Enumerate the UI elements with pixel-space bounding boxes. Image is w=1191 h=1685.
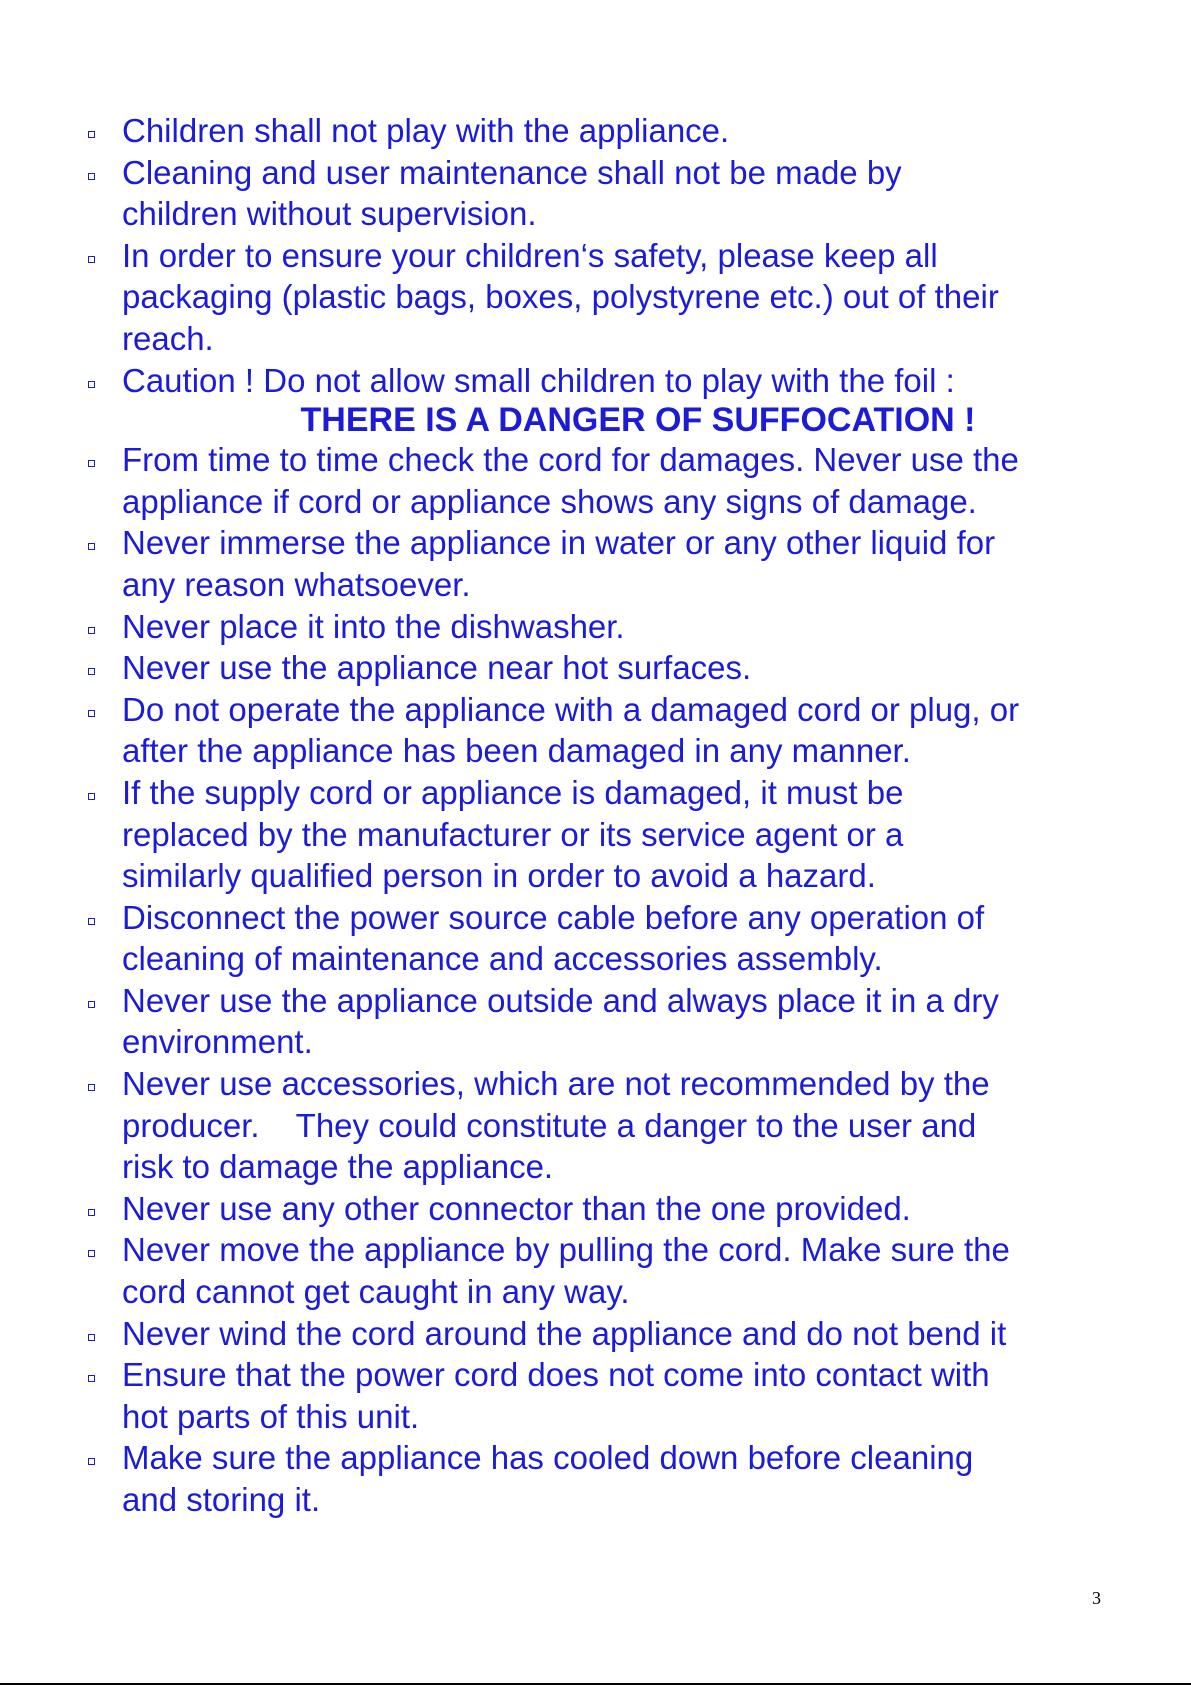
list-item-line: environment. [122,1023,313,1061]
page-number: 3 [1092,1588,1101,1608]
hollow-square-bullet-icon [88,1334,95,1341]
hollow-square-bullet-icon [88,627,95,634]
hollow-square-bullet-icon [88,710,95,717]
hollow-square-bullet-icon [88,460,95,467]
hollow-square-bullet-icon [88,173,95,180]
list-item-line: reach. [122,319,214,357]
list-item-line: Never use the appliance outside and always place it in a dry [122,981,999,1019]
list-item [88,110,1118,152]
list-item-line: risk to damage the appliance. [122,1148,554,1186]
list-item [88,606,1118,648]
hollow-square-bullet-icon [88,1250,95,1257]
list-item-line: similarly qualified person in order to avoid a hazard. [122,857,876,895]
list-item-line: and storing it. [122,1481,321,1518]
hollow-square-bullet-icon [88,543,95,550]
list-item-line: Do not operate the appliance with a damaged cord or plug, or [122,690,1020,728]
list-item-line: Disconnect the power source cable before any operation of [122,898,985,936]
list-item [88,1188,1118,1230]
list-item-line: Never immerse the appliance in water or any other liquid for [122,524,996,562]
list-item-line: Make sure the appliance has cooled down before cleaning [122,1439,974,1477]
hollow-square-bullet-icon [88,1001,95,1008]
hollow-square-bullet-icon [88,256,95,263]
hollow-square-bullet-icon [88,668,95,675]
list-item [88,980,1118,1063]
list-item [88,1313,1118,1355]
list-item-line: Never place it into the dishwasher. [122,607,625,645]
hollow-square-bullet-icon [88,1375,95,1382]
hollow-square-bullet-icon [88,793,95,800]
list-item-line: hot parts of this unit. [122,1397,420,1435]
hollow-square-bullet-icon [88,918,95,925]
list-item [88,522,1118,605]
list-item-line: In order to ensure your children‘s safety, please keep all [122,236,938,274]
list-item-line: cord cannot get caught in any way. [122,1273,630,1311]
list-item [88,772,1118,897]
list-item-line: From time to time check the cord for damages. Never use the [122,441,1019,479]
list-item-line: children without supervision. [122,195,537,233]
list-item-line: Never use the appliance near hot surfaces. [122,649,752,687]
list-item [88,1063,1118,1188]
list-item-line: Caution ! Do not allow small children to play with the foil : [122,361,955,399]
list-item [88,897,1118,980]
list-item [88,689,1118,772]
safety-instructions-list [88,110,1118,1521]
list-item [88,1229,1118,1312]
list-item-line: replaced by the manufacturer or its service agent or a [122,815,904,853]
list-item [88,647,1118,689]
list-item-line: Ensure that the power cord does not come into contact with [122,1356,990,1394]
list-item-line: appliance if cord or appliance shows any signs of damage. [122,482,977,520]
hollow-square-bullet-icon [88,131,95,138]
hollow-square-bullet-icon [88,381,95,388]
list-item-line: If the supply cord or appliance is damaged, it must be [122,773,904,811]
suffocation-warning: THERE IS A DANGER OF SUFFOCATION ! [300,401,976,440]
list-item [88,360,1118,440]
list-item-line: Never use accessories, which are not recommended by the [122,1065,990,1103]
list-item [88,235,1118,360]
list-item [88,1437,1118,1520]
list-item [88,1354,1118,1437]
list-item-line: Never move the appliance by pulling the cord. Make sure the [122,1231,1010,1269]
list-item-line: producer. They could constitute a danger to the user and [122,1106,977,1144]
list-item-line: Never use any other connector than the one provided. [122,1189,911,1227]
hollow-square-bullet-icon [88,1458,95,1465]
list-item-line: Cleaning and user maintenance shall not be made by [122,153,902,191]
hollow-square-bullet-icon [88,1084,95,1091]
list-item-line: after the appliance has been damaged in any manner. [122,732,911,770]
list-item-line: Children shall not play with the appliance. [122,112,730,149]
list-item [88,439,1118,522]
list-item-line: Never wind the cord around the appliance and do not bend it [122,1314,1007,1352]
hollow-square-bullet-icon [88,1209,95,1216]
list-item-line: packaging (plastic bags, boxes, polystyrene etc.) out of their [122,278,999,316]
list-item-line: any reason whatsoever. [122,565,471,603]
list-item [88,152,1118,235]
list-item-line: cleaning of maintenance and accessories assembly. [122,940,883,978]
